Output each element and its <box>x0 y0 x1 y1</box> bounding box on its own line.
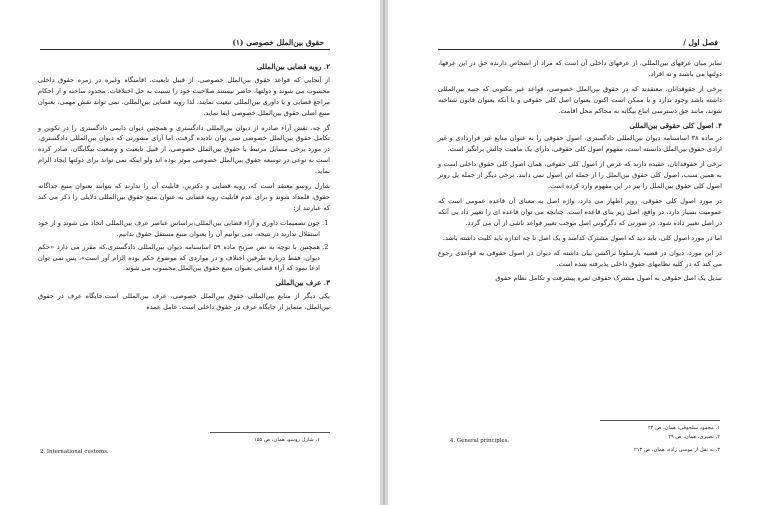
right-footnote-3: ۳. به نقل از موسی زاده، همان، ص ۲۱۳ <box>633 447 720 453</box>
section-3-title: ۳. عرف بین‌المللی <box>275 278 330 288</box>
left-paragraph-2: گر چه، نقش آراء صادره از دیوان بین‌المللی دادگستری و همچنین دیوان دایمی دادگستری را در تکوین و تکامل حقوق بین‌الملل خصوصی نمی توان نادیده گرفت، اما آرای مشورتی که دیوان بین‌المللی دادگستری، در مورد برخی مسایل مرتبط با حقوق بین‌الملل خصوصی، از قبیل تابعیت و وضعیت بیگانگان، صادر کرده است به نوعی در توسعه حقوق بین‌الملل خصوصی موثر بوده اند ولو اینکه نمی تواند برای دولتها ایجاد الزام نماید. <box>38 123 330 176</box>
right-page-body <box>438 58 722 288</box>
right-english-footnote: 4. General principles. <box>450 438 510 444</box>
left-paragraph-3: شارل روسو معتقد است که، رویه قضایی و دکترین، قابلیت آن را ندارند که بتوانند بعنوان منبع جداگانه حقوق، قلمداد شوند و برای عدم قابلیت رویه قضایی به عنوان منبع حقوق بین‌المللی دلایلی را ذکر می کند که عبارتند از: <box>38 182 330 212</box>
left-footnote-1: ۱. شارل روسو، همان، ص ۱۵۵ <box>253 437 320 443</box>
right-page <box>388 0 768 505</box>
right-footnote-rule <box>600 420 720 421</box>
left-paragraph-1: از آنجایی که قواعد حقوق بین‌الملل خصوصی، از قبیل تابعیت، اقامتگاه وغیره در زمره حقوق داخلی محسوب می شوند و دولتها، حاضر نیستند صلاحیت خود را نسبت به حل اختلافات، محدود ساخته و از احکام مراجع قضایی و یا داوری بین‌المللی تبعیت نمایند، لذا رویه قضایی بین‌المللی، نمی تواند نقش مهمی، بعنوان منبع اصلی حقوق بین‌الملل خصوصی ایفا نماید. <box>38 75 330 117</box>
left-english-footnote: 2. International customs. <box>40 449 109 455</box>
right-paragraph-4: برخی از حقوقدانان، عقیده دارند که غرض از اصول کلی حقوقی، همان اصول کلی حقوق داخلی است و به همین سبب، اصول کلی حقوق بین‌الملل را از جمله این اصول نمی دانند. برخی دیگر از جمله پل روتر اصول کلی حقوق بین‌الملل را نیز در این مفهوم وارد کرده است. <box>438 160 722 191</box>
right-paragraph-5: در مورد اصول کلی حقوقی، روپر اظهار می دارد، واژه اصل به معنای آن قاعده عمومی است که عمومیت بسیار دارد، در واقع، اصل زیر بنای قاعده است. چنانچه می توان قاعده ای را تغییر داد بی آنکه در اصل تغییر داده شود. در صورتی که دگرگونی اصل موجب تغییر قواعد ناشی از آن می گردد. <box>438 196 722 227</box>
left-page <box>0 0 380 505</box>
reasons-list-item-2: 2. همچنین با توجه به نص صریح ماده ۵۹ اساسنامه دیوان بین‌المللی دادگستری،که مقرر می دارد «حکم دیوان، فقط درباره طرفین اختلاف و در مواردی که موضوع حکم بوده الزام آور است»، پس نمی توان ادعا نمود که آراء قضایی بعنوان منبع حقوق بین‌الملل محسوب می شوند. <box>38 242 320 275</box>
book-gutter <box>380 0 388 505</box>
right-paragraph-1: تمایز میان عرفهای بین‌المللی، از عرفهای داخلی آن است که مراد از اشخاص دارنده حق در این عرفها، دولتها می باشند و نه افراد. <box>438 59 722 78</box>
left-page-body <box>38 58 330 317</box>
right-header-rule <box>438 49 720 50</box>
right-paragraph-3: در ماده ۳۸ اساسنامه دیوان بین‌المللی دادگستری، اصول حقوقی را به عنوان منابع غیر قراردادی و غیر ارادی حقوق بین‌الملل دانسته است، مفهوم اصول کلی حقوقی، دارای یک ماهیت چالش برانگیز است. <box>438 134 722 154</box>
left-page-header-title: حقوق بین‌الملل خصوصی (۱) <box>232 38 324 47</box>
right-paragraph-8: تبدیل یک اصل حقوقی به اصول مشترک حقوقی ثمره پیشرفت و تکامل نظام حقوق <box>495 274 722 283</box>
section-4-title: ۴. اصول کلی حقوقی بین‌المللی <box>629 120 722 130</box>
right-paragraph-2: برخی از حقوقدانان، معتقدند که در حقوق بین‌الملل خصوصی، قواعد غیر مکتوبی که جنبه بین‌المللی داشته باشد وجود ندارد و یا ممکن است اکنون بعنوان اصل کلی حقوقی و یا آنکه بعنوان قانون شناخته شوند، مانند حق دسترسی اتباع بیگانه به محاکم محل اقامت. <box>438 84 722 115</box>
left-header-rule <box>40 49 330 50</box>
section-2-title: ۲. رویه قضایی بین‌المللی <box>256 62 330 71</box>
reasons-list <box>38 218 330 275</box>
right-paragraph-6: اما در مورد اصول کلی، باید دید که اصول مشترک کدامند و یک اصل تا چه اندازه باید کلیت داشته باشد. <box>442 233 722 242</box>
left-paragraph-4: یکی دیگر از منابع بین‌المللی حقوق بین‌الملل خصوصی، عرف بین‌المللی است.جایگاه عرف در حقوق بین‌الملل، متمایز از جایگاه عرف در حقوق داخلی است. عامل عمده <box>38 292 330 312</box>
right-footnote-2: ۲. نصیری، همان، ص ۲۹ <box>668 434 720 440</box>
right-paragraph-7: در این مورد، دیوان در قضیه بارسلونا تراکشن بیان داشته که دیوان در اصول حقوقی به قواعدی رجوع می کند که در کلیه نظامهای حقوق داخلی پذیرفته شده است. <box>438 248 722 268</box>
right-page-header-title: فصل اول / <box>683 38 718 47</box>
right-footnote-1: ۱. محمود سلجوقی، همان، ص ۲۴ <box>647 425 720 431</box>
left-footnote-rule <box>210 432 330 433</box>
reasons-list-item-1: 1. چون تصمیمات داوری و آراء قضایی بین‌المللی،براساس عناصر عرف بین‌المللی اتخاذ می شوند و از خود استقلال ندارند در نتیجه، نمی توانیم آن را بعنوان منبع مستقل حقوق بدانیم. <box>38 218 320 240</box>
